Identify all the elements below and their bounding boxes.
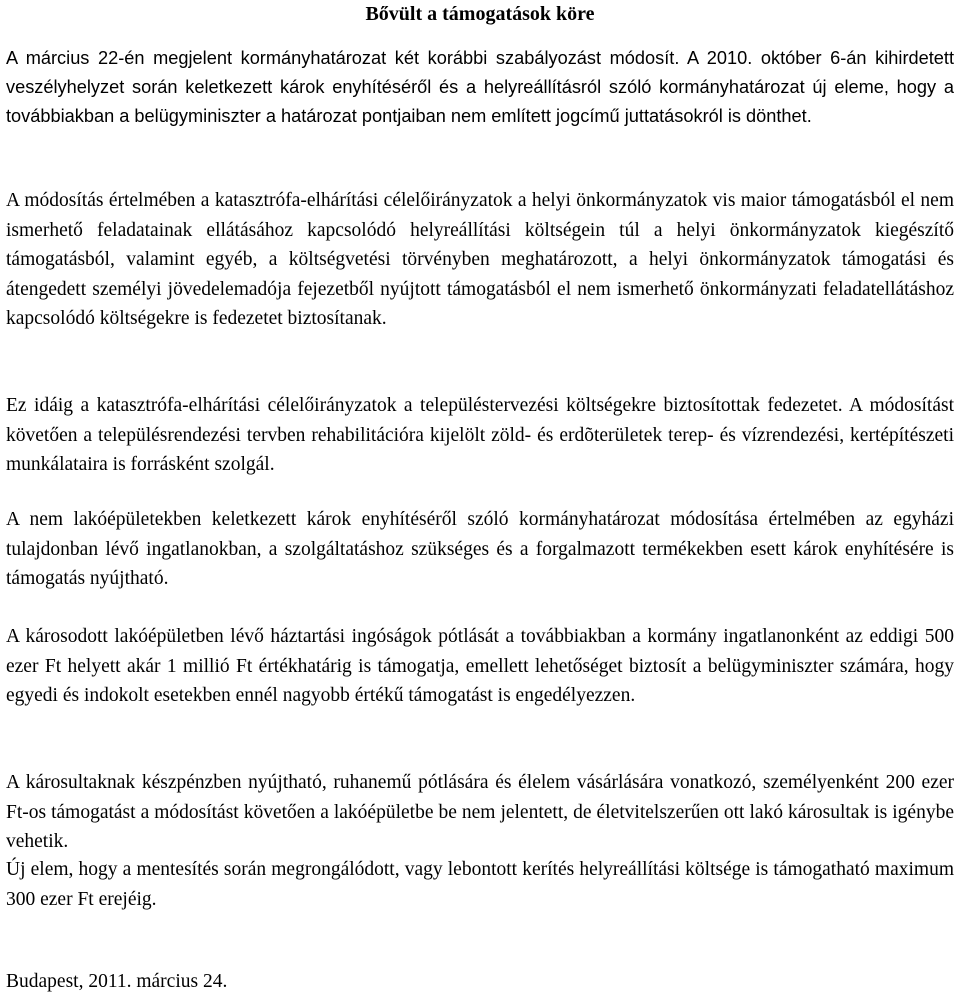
paragraph-non-residential: A nem lakóépületekben keletkezett károk enyhítéséről szóló kormányhatározat módosítása értelmében az egyházi tulajdonban lévő ingatlanokban, a szolgáltatáshoz szükséges és a forgalmazott termékekben esett károk enyhítésére is támogatás nyújtható. (6, 509, 954, 589)
paragraph-household-goods: A károsodott lakóépületben lévő háztartási ingóságok pótlását a továbbiakban a kormány ingatlanonként az eddigi 500 ezer Ft helyett akár 1 millió Ft értékhatárig is támogatja, emellett lehetőséget biztosít a belügyminiszter számára, hogy egyedi és indokolt esetekben ennél nagyobb értékű támogatást is engedélyezzen. (6, 626, 954, 706)
paragraph-settlement-planning: Ez idáig a katasztrófa-elhárítási célelőirányzatok a településtervezési költségekre biztosítottak fedezetet. A módosítást követően a településrendezési tervben rehabilitációra kijelölt zöld- és erdõterületek terep- és vízrendezési, kertépítészeti munkálataira is forrásként szolgál. (6, 395, 954, 475)
paragraph-intro: A március 22-én megjelent kormányhatározat két korábbi szabályozást módosít. A 2010. október 6-án kihirdetett veszélyhelyzet során keletkezett károk enyhítéséről és a helyreállításról szóló kormányhatározat új eleme, hogy a továbbiakban a belügyminiszter a határozat pontjaiban nem említett jogcímű juttatásokról is dönthet. (6, 48, 954, 126)
paragraph-amendment-scope: A módosítás értelmében a katasztrófa-elhárítási célelőirányzatok a helyi önkormányzatok vis maior támogatásból el nem ismerhető feladatainak ellátásához kapcsolódó helyreállítási költségein túl a helyi önkormányzatok kiegészítő támogatásból, valamint egyéb, a költségvetési törvényben meghatározott, a helyi önkormányzatok támogatási és átengedett személyi jövedelemadója fejezetből nyújtott támogatásból el nem ismerhető önkormányzati feladatellátáshoz kapcsolódó költségekre is fedezetet biztosítanak. (6, 190, 954, 329)
document-title: Bővült a támogatások köre (365, 3, 595, 25)
paragraph-fence-repair: Új elem, hogy a mentesítés során megrongálódott, vagy lebontott kerítés helyreállítási költsége is támogatható maximum 300 ezer Ft erejéig. (6, 859, 954, 910)
document-date-line: Budapest, 2011. március 24. (6, 971, 228, 992)
paragraph-cash-support: A károsultaknak készpénzben nyújtható, ruhanemű pótlására és élelem vásárlására vonatkozó, személyenként 200 ezer Ft-os támogatást a módosítást követően a lakóépületbe be nem jelentett, de életvitelszerűen ott lakó károsultak is igénybe vehetik. (6, 772, 954, 852)
